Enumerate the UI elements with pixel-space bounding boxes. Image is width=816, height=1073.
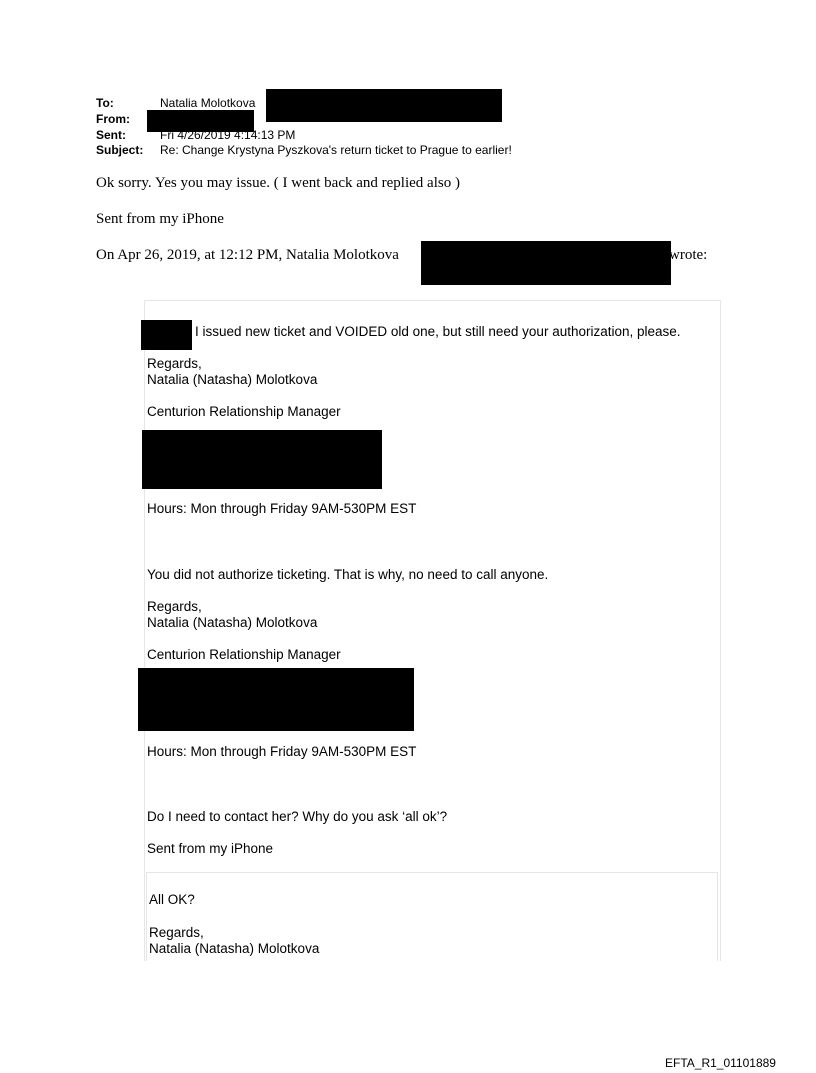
redaction-block [266, 89, 502, 122]
body-line: Ok sorry. Yes you may issue. ( I went back and replied also ) [96, 175, 460, 191]
quoted-signature-name: Natalia (Natasha) Molotkova [149, 941, 320, 956]
quoted-text: You did not authorize ticketing. That is why, no need to call anyone. [147, 567, 549, 582]
subject-label: Subject: [96, 143, 144, 157]
document-id: EFTA_R1_01101889 [665, 1056, 776, 1070]
sent-value: Fri 4/26/2019 4:14:13 PM [160, 128, 296, 142]
quoted-regards: Regards, [149, 925, 204, 940]
quoted-hours: Hours: Mon through Friday 9AM-530PM EST [147, 501, 417, 516]
quoted-sent-from-iphone: Sent from my iPhone [147, 841, 274, 856]
to-label: To: [96, 96, 114, 110]
quoted-signature-title: Centurion Relationship Manager [147, 404, 341, 419]
quoted-signature-name: Natalia (Natasha) Molotkova [147, 615, 318, 630]
quoted-text: I issued new ticket and VOIDED old one, but still need your authorization, please. [195, 324, 681, 339]
quoted-regards: Regards, [147, 599, 202, 614]
quoted-signature-title: Centurion Relationship Manager [147, 647, 341, 662]
quoted-message-box [144, 300, 721, 961]
quoted-signature-name: Natalia (Natasha) Molotkova [147, 372, 318, 387]
quoted-text: Do I need to contact her? Why do you ask ‘all ok’? [147, 809, 448, 824]
quoted-hours: Hours: Mon through Friday 9AM-530PM EST [147, 744, 417, 759]
to-value: Natalia Molotkova [160, 96, 256, 110]
redaction-block [138, 668, 414, 731]
sent-from-iphone: Sent from my iPhone [96, 211, 224, 227]
reply-wrote: wrote: [669, 247, 708, 263]
redaction-block [142, 430, 382, 489]
subject-value: Re: Change Krystyna Pyszkova's return ticket to Prague to earlier! [160, 143, 512, 157]
redaction-block [141, 320, 192, 350]
redaction-block [421, 241, 671, 285]
quoted-text: All OK? [149, 892, 195, 907]
from-label: From: [96, 112, 130, 126]
quoted-regards: Regards, [147, 356, 202, 371]
reply-intro: On Apr 26, 2019, at 12:12 PM, Natalia Molotkova [96, 247, 399, 263]
sent-label: Sent: [96, 128, 126, 142]
